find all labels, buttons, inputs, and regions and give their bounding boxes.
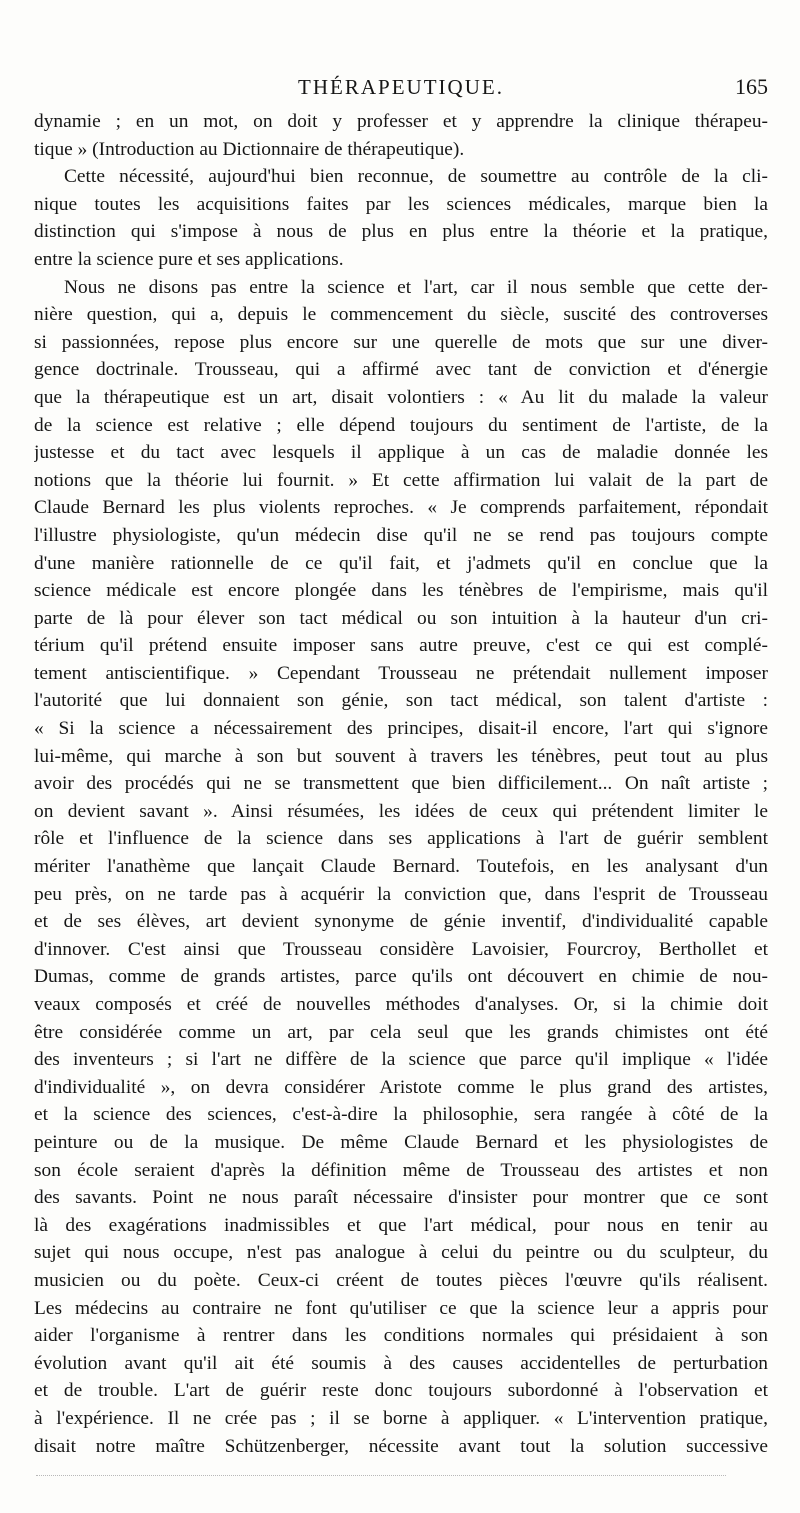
text-line: entre la science pure et ses applications.	[34, 248, 344, 270]
text-line: « Si la science a nécessairement des principes, disait-il encore, l'art qui s'ignore	[34, 718, 768, 740]
text-line: peu près, on ne tarde pas à acquérir la conviction que, dans l'esprit de Trousseau	[34, 883, 768, 905]
text-line: que la thérapeutique est un art, disait volontiers : « Au lit du malade la valeur	[34, 386, 768, 408]
text-line: des savants. Point ne nous paraît nécessaire d'insister pour montrer que ce sont	[34, 1187, 768, 1209]
text-line: mériter l'anathème que lançait Claude Bernard. Toutefois, en les analysant d'un	[34, 856, 768, 878]
text-line: nique toutes les acquisitions faites par les sciences médicales, marque bien la	[34, 193, 768, 215]
text-line: l'illustre physiologiste, qu'un médecin dise qu'il ne se rend pas toujours compte	[34, 524, 768, 546]
text-line: lui-même, qui marche à son but souvent à travers les ténèbres, peut tout au plus	[34, 745, 768, 767]
text-line: des inventeurs ; si l'art ne diffère de la science que parce qu'il implique « l'idée	[34, 1049, 768, 1071]
text-line: si passionnées, repose plus encore sur une querelle de mots que sur une diver-	[34, 331, 768, 353]
text-line: veaux composés et créé de nouvelles méthodes d'analyses. Or, si la chimie doit	[34, 994, 768, 1015]
text-line: disait notre maître Schützenberger, nécessite avant tout la solution successive	[34, 1435, 768, 1457]
text-line: rôle et l'influence de la science dans ses applications à l'art de guérir semblent	[34, 828, 768, 850]
text-line: Dumas, comme de grands artistes, parce qu'ils ont découvert en chimie de nou-	[34, 966, 768, 988]
text-line: sujet qui nous occupe, n'est pas analogue à celui du peintre ou du sculpteur, du	[34, 1242, 768, 1264]
text-line: l'autorité que lui donnaient son génie, son tact médical, son talent d'artiste :	[34, 690, 768, 712]
text-line: dynamie ; en un mot, on doit y professer et y apprendre la clinique thérapeu-	[34, 111, 768, 132]
text-line: d'innover. C'est ainsi que Trousseau considère Lavoisier, Fourcroy, Berthollet et	[34, 938, 768, 960]
running-head	[34, 72, 768, 102]
text-line: parte de là pour élever son tact médical ou son intuition à la hauteur d'un cri-	[34, 607, 768, 629]
text-line: et de ses élèves, art devient synonyme de génie inventif, d'individualité capable	[34, 911, 768, 933]
text-line: nière question, qui a, depuis le commencement du siècle, suscité des controverses	[34, 304, 768, 326]
text-line: Les médecins au contraire ne font qu'utiliser ce que la science leur a appris pour	[34, 1297, 768, 1319]
text-line: d'une manière rationnelle de ce qu'il fait, et j'admets qu'il en conclue que la	[34, 552, 768, 574]
text-line: notions que la théorie lui fournit. » Et cette affirmation lui valait de la part de	[34, 469, 768, 491]
text-line: d'individualité », on devra considérer Aristote comme le plus grand des artistes,	[34, 1076, 768, 1098]
text-line: et de trouble. L'art de guérir reste donc toujours subordonné à l'observation et	[34, 1380, 768, 1402]
text-line: de la science est relative ; elle dépend toujours du sentiment de l'artiste, de la	[34, 414, 768, 436]
text-line: térium qu'il prétend ensuite imposer sans autre preuve, c'est ce qui est complé-	[34, 635, 768, 657]
text-line: tique » (Introduction au Dictionnaire de thérapeutique).	[34, 138, 465, 160]
text-line: Claude Bernard les plus violents reproches. « Je comprends parfaitement, répondait	[34, 497, 768, 519]
text-line: et la science des sciences, c'est-à-dire la philosophie, sera rangée à côté de la	[34, 1104, 768, 1126]
text-line: à l'expérience. Il ne crée pas ; il se borne à appliquer. « L'intervention pratique,	[34, 1407, 768, 1429]
scan-noise-divider	[36, 1475, 726, 1477]
text-line: musicien ou du poète. Ceux-ci créent de toutes pièces l'œuvre qu'ils réalisent.	[34, 1269, 768, 1291]
text-line: tement antiscientifique. » Cependant Trousseau ne prétendait nullement imposer	[34, 662, 768, 684]
text-line: on devient savant ». Ainsi résumées, les idées de ceux qui prétendent limiter le	[34, 800, 768, 822]
text-line: science médicale est encore plongée dans les ténèbres de l'empirisme, mais qu'il	[34, 580, 768, 602]
text-line: peinture ou de la musique. De même Claude Bernard et les physiologistes de	[34, 1131, 768, 1153]
text-line: avoir des procédés qui ne se transmettent que bien difficilement... On naît artiste ;	[34, 773, 768, 795]
text-line: aider l'organisme à rentrer dans les conditions normales qui présidaient à son	[34, 1325, 768, 1347]
text-line: distinction qui s'impose à nous de plus en plus entre la théorie et la pratique,	[34, 221, 768, 243]
text-line: là des exagérations inadmissibles et que l'art médical, pour nous en tenir au	[34, 1214, 768, 1236]
body-text	[34, 108, 768, 1460]
page-number: 165	[735, 74, 768, 99]
text-line: justesse et du tact avec lesquels il applique à un cas de maladie donnée les	[34, 442, 768, 464]
text-line: gence doctrinale. Trousseau, qui a affirmé avec tant de conviction et d'énergie	[34, 359, 768, 381]
text-line: Cette nécessité, aujourd'hui bien reconnue, de soumettre au contrôle de la cli-	[64, 166, 768, 188]
text-line: être considérée comme un art, par cela seul que les grands chimistes ont été	[34, 1021, 768, 1043]
text-line: évolution avant qu'il ait été soumis à des causes accidentelles de perturbation	[34, 1352, 768, 1374]
text-line: son école seraient d'après la définition même de Trousseau des artistes et non	[34, 1159, 768, 1181]
text-line: Nous ne disons pas entre la science et l'art, car il nous semble que cette der-	[64, 276, 768, 298]
running-title: THÉRAPEUTIQUE.	[298, 75, 504, 99]
